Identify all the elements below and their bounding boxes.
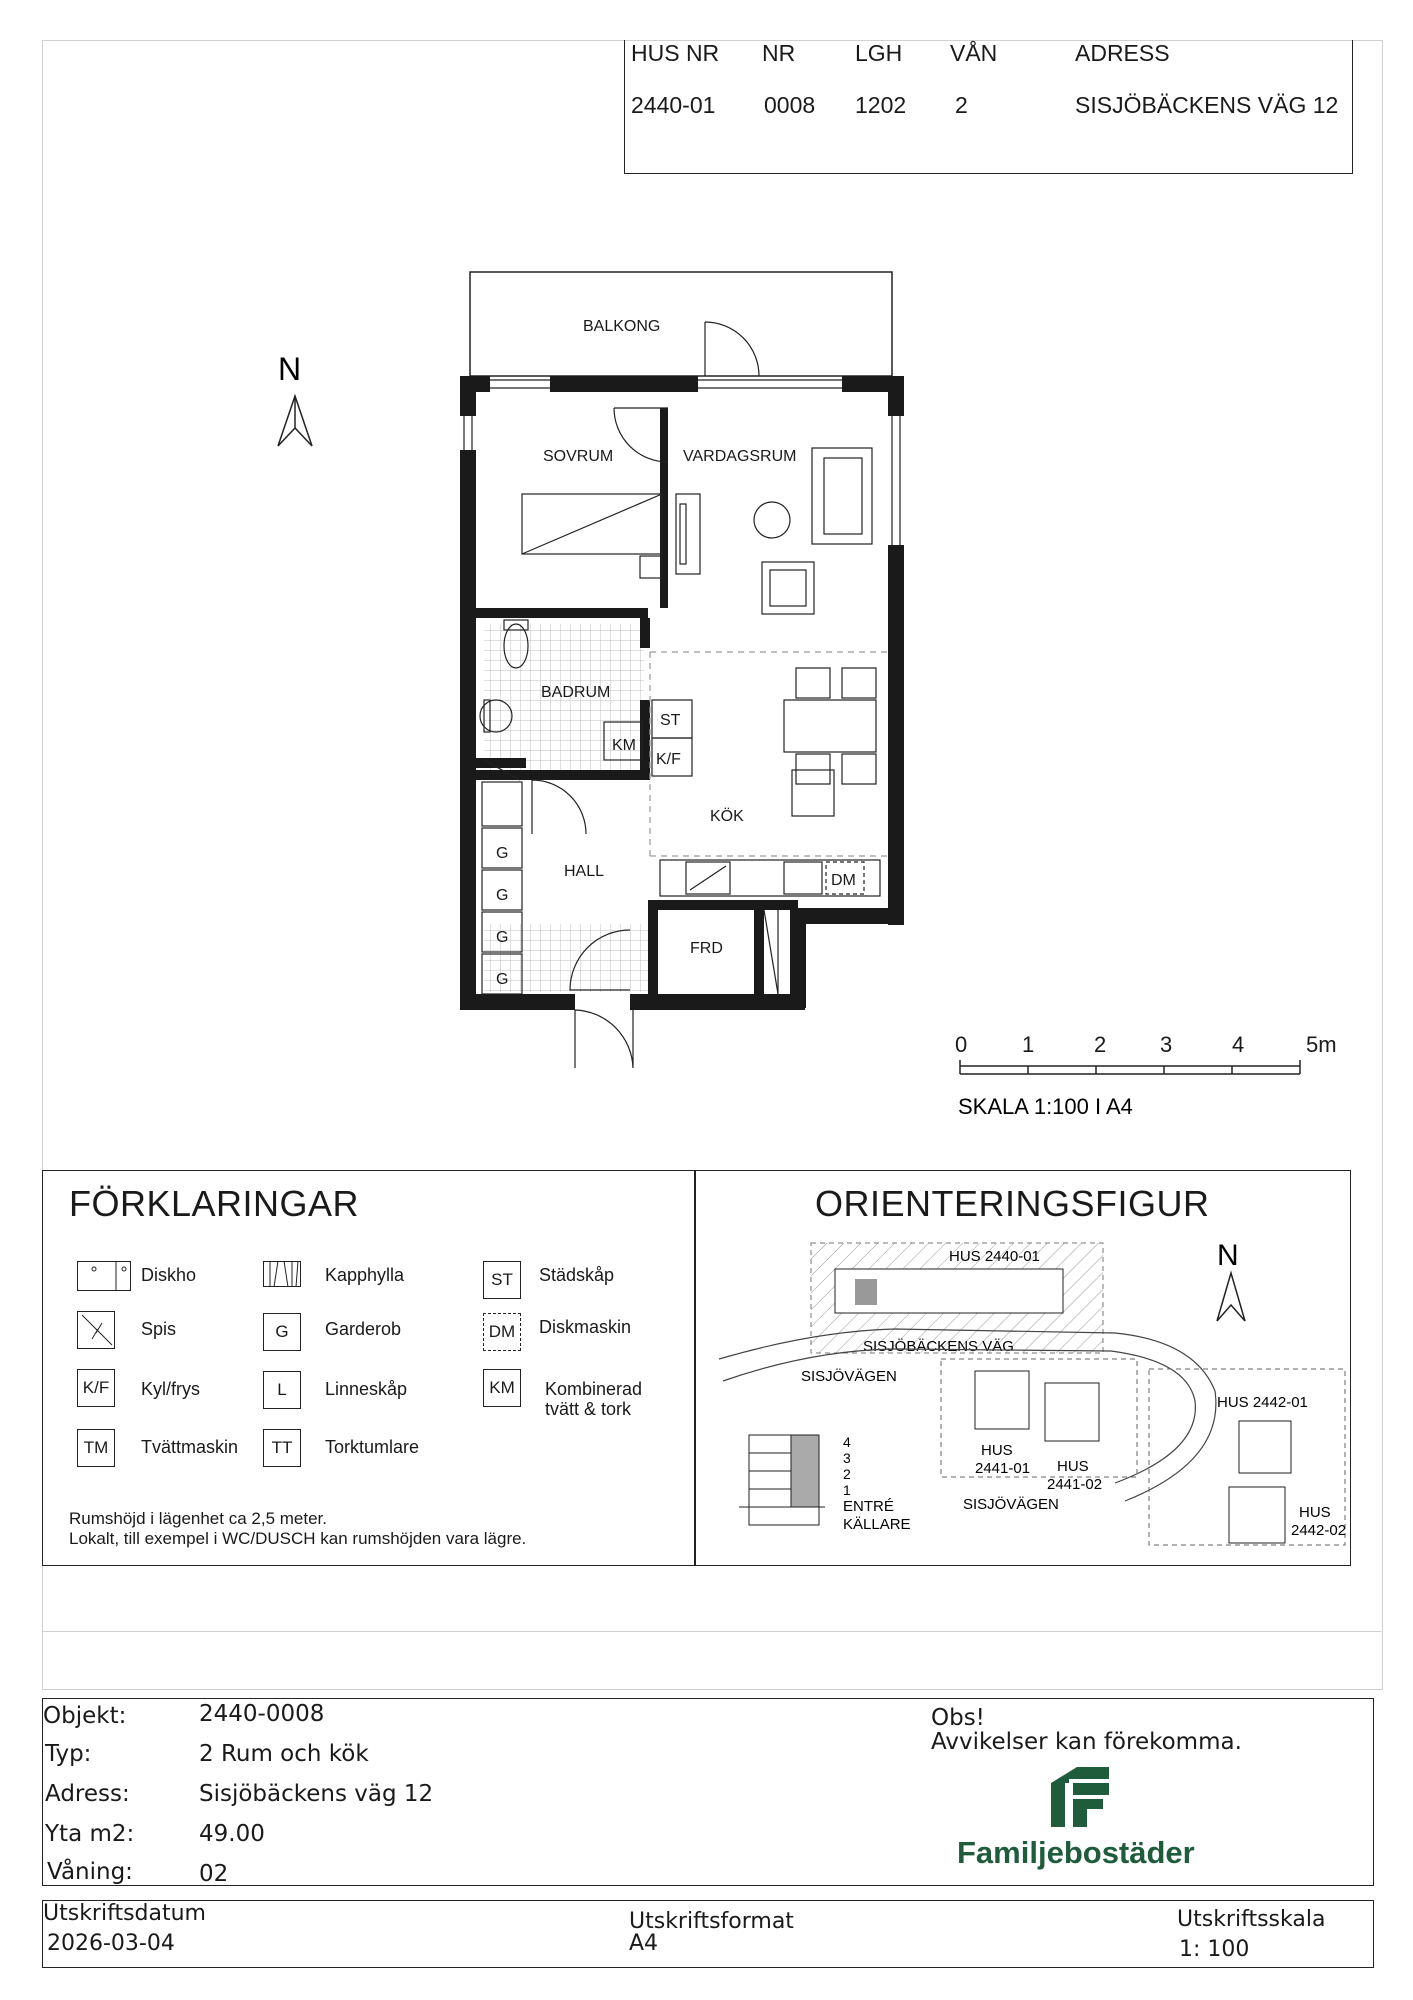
header-value-lgh: 1202 — [855, 92, 907, 118]
legend-code-g: G — [263, 1313, 301, 1351]
room-frd: FRD — [690, 940, 723, 957]
scale-tick-4: 4 — [1232, 1032, 1245, 1057]
footer-date: 2026-03-04 — [47, 1931, 175, 1956]
legend-title: FÖRKLARINGAR — [69, 1183, 360, 1224]
header-label-van: VÅN — [950, 40, 998, 66]
scale-tick-5: 5m — [1306, 1032, 1337, 1057]
scale-tick-0: 0 — [955, 1032, 968, 1057]
room-balkong: BALKONG — [583, 318, 661, 335]
legend-diskho: Diskho — [141, 1265, 197, 1285]
legend-note-2: Lokalt, till exempel i WC/DUSCH kan rumshöjden vara lägre. — [69, 1529, 527, 1548]
kapphylla-icon — [263, 1261, 301, 1287]
header-label-lgh: LGH — [855, 40, 903, 66]
orient-hus5a: HUS — [1299, 1504, 1331, 1521]
windows — [464, 380, 900, 545]
legend-linneskap: Linneskåp — [325, 1379, 408, 1399]
header-label-nr: NR — [762, 40, 796, 66]
orient-floor-1: 1 — [843, 1482, 851, 1498]
spis-icon — [77, 1311, 115, 1349]
footer-date-label: Utskriftsdatum — [43, 1901, 206, 1926]
orientation-map — [695, 1171, 1350, 1565]
print-footer — [42, 1900, 1374, 1968]
scale-bar — [955, 1032, 1337, 1119]
info-obs-text: Avvikelser kan förekomma. — [931, 1729, 1242, 1755]
code-st: ST — [660, 712, 681, 729]
legend-tvattmaskin: Tvättmaskin — [141, 1437, 239, 1457]
header-value-van: 2 — [955, 92, 968, 118]
familjebostader-logo-icon — [1047, 1767, 1113, 1829]
balcony-outline — [470, 272, 892, 376]
legend-kombinerad: Kombinerad — [545, 1379, 643, 1399]
legend-panel — [42, 1170, 1351, 1566]
footer-scale: 1: 100 — [1179, 1937, 1250, 1962]
info-typ-label: Typ: — [45, 1741, 92, 1767]
brand-name: Familjebostäder — [957, 1835, 1195, 1870]
orient-road2: SISJÖVÄGEN — [801, 1368, 897, 1385]
scale-tick-3: 3 — [1160, 1032, 1173, 1057]
code-km: KM — [612, 737, 636, 754]
info-block — [42, 1698, 1374, 1886]
info-objekt: 2440-0008 — [199, 1701, 325, 1727]
orient-entre: ENTRÉ — [843, 1498, 894, 1515]
info-vaning-label: Våning: — [47, 1859, 133, 1885]
orient-road3: SISJÖVÄGEN — [963, 1496, 1059, 1513]
orient-hus2a: HUS — [981, 1442, 1013, 1459]
legend-code-km: KM — [483, 1369, 521, 1407]
legend-code-dm: DM — [483, 1313, 521, 1351]
header-label-adress: ADRESS — [1075, 40, 1170, 66]
scale-label: SKALA 1:100 I A4 — [958, 1094, 1133, 1119]
footer-scale-label: Utskriftsskala — [1177, 1907, 1326, 1932]
orientation-title: ORIENTERINGSFIGUR — [815, 1183, 1210, 1224]
info-objekt-label: Objekt: — [43, 1703, 127, 1729]
info-adress: Sisjöbäckens väg 12 — [199, 1781, 434, 1807]
sheet-divider — [42, 1631, 1381, 1632]
entry-tile — [484, 924, 654, 992]
legend-code-st: ST — [483, 1261, 521, 1299]
info-yta: 49.00 — [199, 1821, 265, 1847]
legend-spis: Spis — [141, 1319, 177, 1339]
legend-garderob: Garderob — [325, 1319, 402, 1339]
info-yta-label: Yta m2: — [45, 1821, 135, 1847]
orient-hus3a: HUS — [1057, 1458, 1089, 1475]
scale-tick-2: 2 — [1094, 1032, 1107, 1057]
code-g3: G — [496, 929, 509, 946]
legend-code-tt: TT — [263, 1429, 301, 1467]
code-g4: G — [496, 971, 509, 988]
info-typ: 2 Rum och kök — [199, 1741, 369, 1767]
orient-floor-4: 4 — [843, 1434, 851, 1450]
code-g1: G — [496, 845, 509, 862]
info-vaning: 02 — [199, 1861, 229, 1887]
legend-note-1: Rumshöjd i lägenhet ca 2,5 meter. — [69, 1509, 327, 1528]
north-label: N — [278, 351, 302, 387]
orient-kallare: KÄLLARE — [843, 1516, 911, 1533]
header-value-husnr: 2440-01 — [631, 92, 716, 118]
room-vardagsrum: VARDAGSRUM — [683, 448, 797, 465]
orient-hus3b: 2441-02 — [1047, 1476, 1103, 1493]
legend-torktumlare: Torktumlare — [325, 1437, 420, 1457]
orient-floor-3: 3 — [843, 1450, 851, 1466]
legend-kylfrys: Kyl/frys — [141, 1379, 201, 1399]
code-kf: K/F — [656, 751, 681, 768]
info-obs: Obs! — [931, 1705, 985, 1731]
orient-floor-2: 2 — [843, 1466, 851, 1482]
header-label-husnr: HUS NR — [631, 40, 720, 66]
orient-hus1: HUS 2440-01 — [949, 1248, 1040, 1265]
room-kok: KÖK — [710, 808, 744, 825]
room-badrum: BADRUM — [541, 684, 611, 701]
legend-stadskap: Städskåp — [539, 1265, 615, 1285]
header-value-nr: 0008 — [764, 92, 816, 118]
orient-road1: SISJÖBÄCKENS VÄG — [863, 1338, 1014, 1355]
orient-hus2b: 2441-01 — [975, 1460, 1031, 1477]
legend-kombinerad-2: tvätt & tork — [545, 1399, 632, 1419]
orient-north-icon — [1217, 1273, 1245, 1321]
legend-code-kf: K/F — [77, 1369, 115, 1407]
diskho-icon — [77, 1261, 131, 1291]
orient-hus5b: 2442-02 — [1291, 1522, 1347, 1539]
header-value-adress: SISJÖBÄCKENS VÄG 12 — [1075, 92, 1339, 118]
code-dm: DM — [831, 872, 856, 889]
footer-format: A4 — [629, 1931, 659, 1956]
scale-tick-1: 1 — [1022, 1032, 1035, 1057]
orient-hus4: HUS 2442-01 — [1217, 1394, 1308, 1411]
legend-code-l: L — [263, 1371, 301, 1409]
code-g2: G — [496, 887, 509, 904]
orient-north: N — [1217, 1239, 1239, 1272]
room-sovrum: SOVRUM — [543, 448, 614, 465]
room-hall: HALL — [564, 863, 605, 880]
info-adress-label: Adress: — [45, 1781, 130, 1807]
legend-diskmaskin: Diskmaskin — [539, 1317, 632, 1337]
legend-code-tm: TM — [77, 1429, 115, 1467]
footer-format-label: Utskriftsformat — [629, 1909, 794, 1934]
legend-kapphylla: Kapphylla — [325, 1265, 405, 1285]
